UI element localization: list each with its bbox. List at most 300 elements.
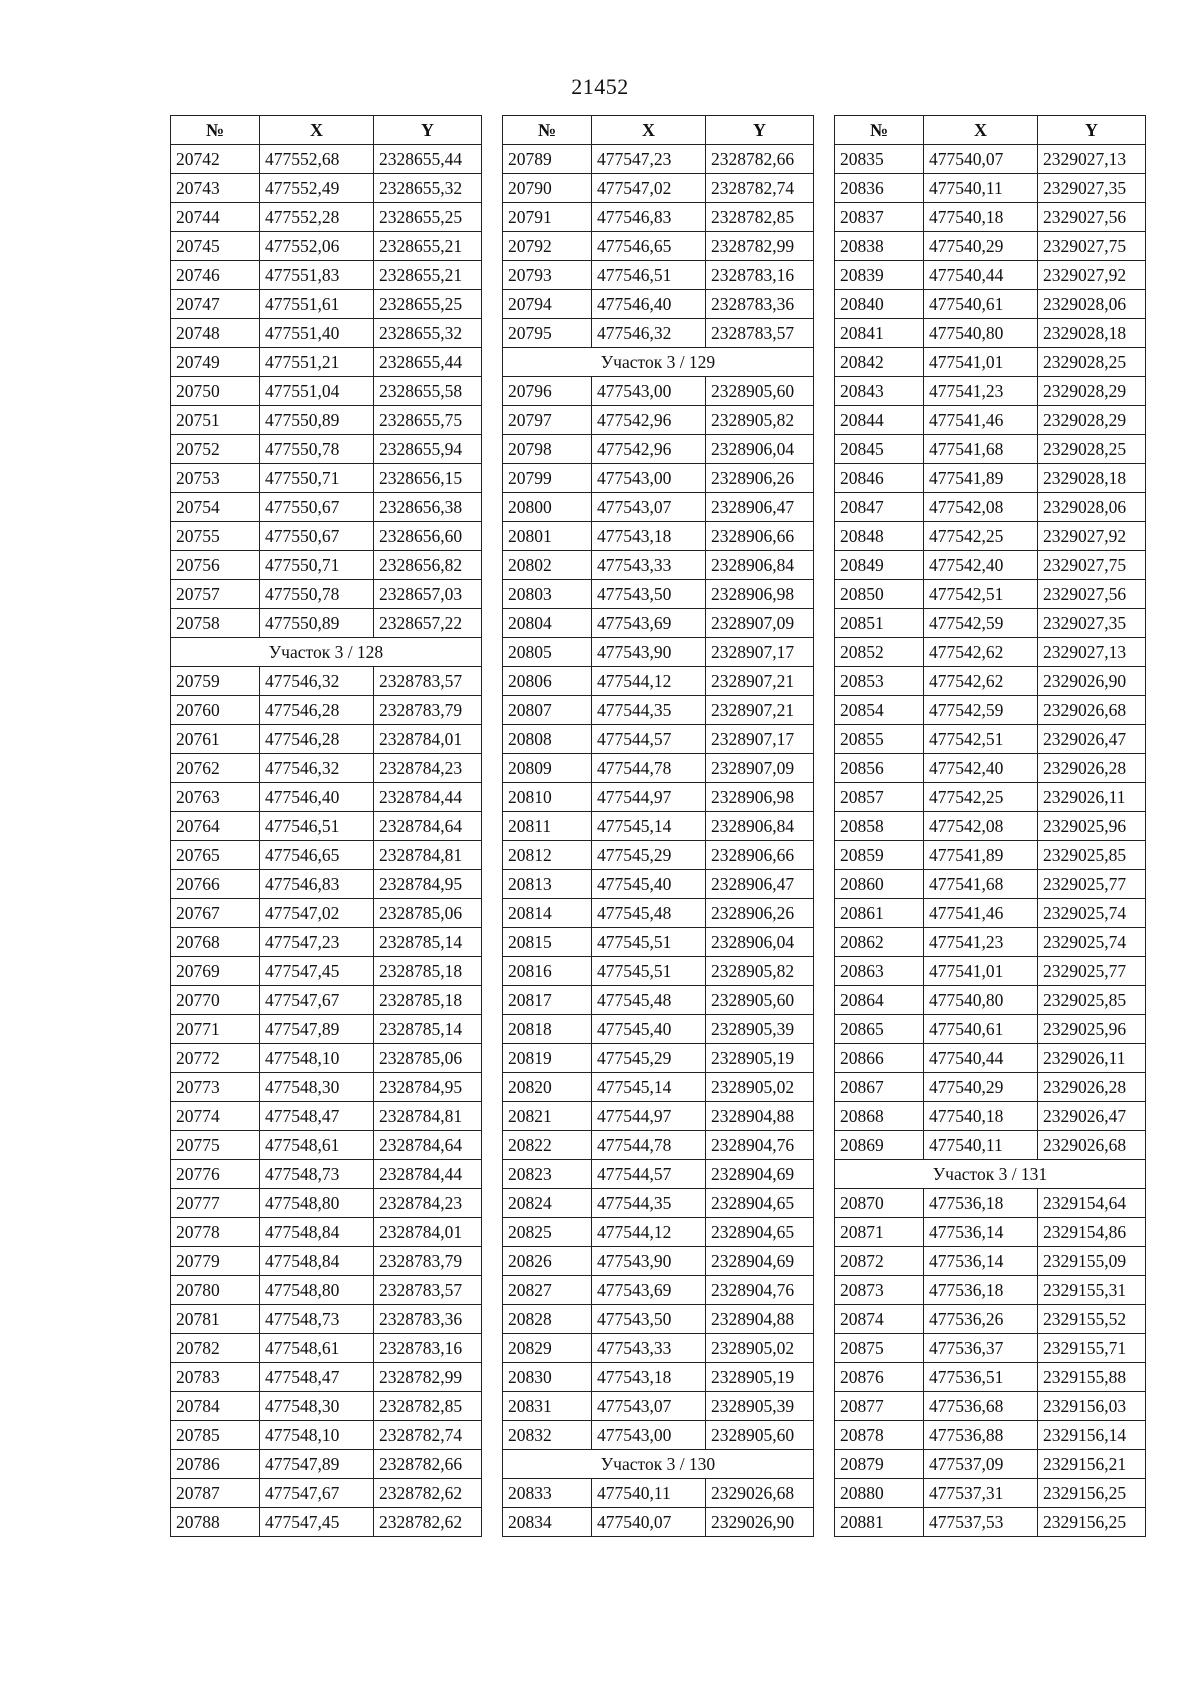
cell-number: 20833 bbox=[503, 1479, 592, 1508]
table-row bbox=[503, 1044, 814, 1073]
cell-number: 20743 bbox=[171, 174, 260, 203]
cell-x: 477552,68 bbox=[260, 145, 374, 174]
table-row bbox=[835, 1508, 1146, 1537]
cell-y: 2328907,17 bbox=[706, 725, 814, 754]
table-row bbox=[171, 290, 482, 319]
cell-number: 20864 bbox=[835, 986, 924, 1015]
table-row bbox=[171, 870, 482, 899]
cell-x: 477542,62 bbox=[924, 667, 1038, 696]
cell-x: 477544,78 bbox=[592, 754, 706, 783]
cell-y: 2328783,16 bbox=[374, 1334, 482, 1363]
cell-x: 477548,73 bbox=[260, 1160, 374, 1189]
cell-y: 2328904,69 bbox=[706, 1247, 814, 1276]
cell-number: 20763 bbox=[171, 783, 260, 812]
cell-x: 477541,01 bbox=[924, 348, 1038, 377]
cell-x: 477540,80 bbox=[924, 319, 1038, 348]
cell-y: 2328906,66 bbox=[706, 522, 814, 551]
cell-number: 20837 bbox=[835, 203, 924, 232]
table-row bbox=[171, 174, 482, 203]
cell-number: 20803 bbox=[503, 580, 592, 609]
cell-y: 2328784,95 bbox=[374, 870, 482, 899]
cell-y: 2328782,74 bbox=[374, 1421, 482, 1450]
cell-x: 477541,46 bbox=[924, 406, 1038, 435]
table-body bbox=[171, 145, 482, 1537]
cell-x: 477545,48 bbox=[592, 899, 706, 928]
header-x: X bbox=[924, 116, 1038, 145]
cell-x: 477546,32 bbox=[592, 319, 706, 348]
cell-x: 477552,28 bbox=[260, 203, 374, 232]
cell-y: 2329155,09 bbox=[1038, 1247, 1146, 1276]
table-row bbox=[171, 1479, 482, 1508]
cell-number: 20772 bbox=[171, 1044, 260, 1073]
cell-x: 477540,29 bbox=[924, 1073, 1038, 1102]
table-row bbox=[171, 1131, 482, 1160]
cell-number: 20794 bbox=[503, 290, 592, 319]
cell-y: 2328784,44 bbox=[374, 783, 482, 812]
cell-number: 20774 bbox=[171, 1102, 260, 1131]
cell-x: 477541,01 bbox=[924, 957, 1038, 986]
table-row bbox=[503, 812, 814, 841]
cell-number: 20809 bbox=[503, 754, 592, 783]
cell-y: 2328906,66 bbox=[706, 841, 814, 870]
cell-x: 477536,14 bbox=[924, 1218, 1038, 1247]
cell-y: 2328782,62 bbox=[374, 1508, 482, 1537]
cell-x: 477542,40 bbox=[924, 754, 1038, 783]
cell-y: 2328655,44 bbox=[374, 145, 482, 174]
cell-x: 477537,31 bbox=[924, 1479, 1038, 1508]
cell-y: 2328905,82 bbox=[706, 957, 814, 986]
table-row bbox=[503, 1276, 814, 1305]
cell-number: 20778 bbox=[171, 1218, 260, 1247]
cell-x: 477543,33 bbox=[592, 1334, 706, 1363]
cell-x: 477542,40 bbox=[924, 551, 1038, 580]
table-row bbox=[835, 1218, 1146, 1247]
cell-y: 2329027,35 bbox=[1038, 609, 1146, 638]
cell-x: 477548,61 bbox=[260, 1131, 374, 1160]
cell-y: 2328783,57 bbox=[706, 319, 814, 348]
cell-number: 20849 bbox=[835, 551, 924, 580]
table-row bbox=[835, 1131, 1146, 1160]
cell-x: 477540,11 bbox=[924, 1131, 1038, 1160]
cell-x: 477543,00 bbox=[592, 464, 706, 493]
cell-number: 20782 bbox=[171, 1334, 260, 1363]
cell-x: 477545,14 bbox=[592, 812, 706, 841]
table-row bbox=[171, 551, 482, 580]
cell-x: 477545,14 bbox=[592, 1073, 706, 1102]
table-row bbox=[835, 841, 1146, 870]
cell-x: 477548,47 bbox=[260, 1102, 374, 1131]
cell-y: 2328656,15 bbox=[374, 464, 482, 493]
cell-x: 477547,89 bbox=[260, 1450, 374, 1479]
cell-y: 2328906,26 bbox=[706, 899, 814, 928]
cell-number: 20855 bbox=[835, 725, 924, 754]
cell-number: 20799 bbox=[503, 464, 592, 493]
table-row bbox=[503, 464, 814, 493]
cell-y: 2329028,06 bbox=[1038, 290, 1146, 319]
cell-y: 2328904,65 bbox=[706, 1218, 814, 1247]
table-row bbox=[835, 667, 1146, 696]
cell-y: 2328905,02 bbox=[706, 1334, 814, 1363]
cell-x: 477540,07 bbox=[592, 1508, 706, 1537]
cell-number: 20770 bbox=[171, 986, 260, 1015]
table-row bbox=[835, 1421, 1146, 1450]
cell-y: 2328657,03 bbox=[374, 580, 482, 609]
table-row bbox=[835, 551, 1146, 580]
cell-x: 477536,51 bbox=[924, 1363, 1038, 1392]
cell-number: 20863 bbox=[835, 957, 924, 986]
cell-y: 2328783,36 bbox=[706, 290, 814, 319]
cell-x: 477541,46 bbox=[924, 899, 1038, 928]
cell-x: 477547,02 bbox=[260, 899, 374, 928]
cell-y: 2329028,06 bbox=[1038, 493, 1146, 522]
table-row bbox=[171, 464, 482, 493]
table-row bbox=[835, 1073, 1146, 1102]
table-row bbox=[835, 1102, 1146, 1131]
cell-number: 20797 bbox=[503, 406, 592, 435]
cell-x: 477542,62 bbox=[924, 638, 1038, 667]
table-row bbox=[835, 1479, 1146, 1508]
cell-y: 2329027,92 bbox=[1038, 261, 1146, 290]
table-row bbox=[171, 841, 482, 870]
cell-y: 2329025,74 bbox=[1038, 899, 1146, 928]
cell-y: 2328906,04 bbox=[706, 928, 814, 957]
table-row bbox=[171, 725, 482, 754]
table-row bbox=[171, 319, 482, 348]
cell-x: 477543,00 bbox=[592, 1421, 706, 1450]
cell-number: 20806 bbox=[503, 667, 592, 696]
table-row bbox=[171, 377, 482, 406]
cell-x: 477542,25 bbox=[924, 522, 1038, 551]
cell-y: 2328782,66 bbox=[706, 145, 814, 174]
table-row bbox=[503, 1479, 814, 1508]
cell-x: 477541,89 bbox=[924, 841, 1038, 870]
cell-y: 2328907,09 bbox=[706, 609, 814, 638]
table-row bbox=[171, 1189, 482, 1218]
cell-y: 2328905,82 bbox=[706, 406, 814, 435]
cell-y: 2328657,22 bbox=[374, 609, 482, 638]
cell-x: 477551,04 bbox=[260, 377, 374, 406]
cell-x: 477536,37 bbox=[924, 1334, 1038, 1363]
cell-number: 20832 bbox=[503, 1421, 592, 1450]
cell-number: 20766 bbox=[171, 870, 260, 899]
cell-number: 20748 bbox=[171, 319, 260, 348]
table-row bbox=[503, 957, 814, 986]
table-row bbox=[503, 1073, 814, 1102]
header-y: Y bbox=[1038, 116, 1146, 145]
cell-number: 20780 bbox=[171, 1276, 260, 1305]
cell-number: 20852 bbox=[835, 638, 924, 667]
table-row bbox=[835, 725, 1146, 754]
cell-number: 20844 bbox=[835, 406, 924, 435]
cell-y: 2328904,65 bbox=[706, 1189, 814, 1218]
cell-number: 20835 bbox=[835, 145, 924, 174]
cell-number: 20873 bbox=[835, 1276, 924, 1305]
cell-number: 20795 bbox=[503, 319, 592, 348]
table-row bbox=[503, 1421, 814, 1450]
cell-y: 2328782,74 bbox=[706, 174, 814, 203]
cell-y: 2328906,98 bbox=[706, 783, 814, 812]
cell-y: 2328784,23 bbox=[374, 1189, 482, 1218]
table-row bbox=[503, 1131, 814, 1160]
table-row bbox=[171, 667, 482, 696]
table-row bbox=[835, 928, 1146, 957]
table-row bbox=[503, 1189, 814, 1218]
cell-number: 20845 bbox=[835, 435, 924, 464]
cell-number: 20755 bbox=[171, 522, 260, 551]
cell-x: 477543,69 bbox=[592, 1276, 706, 1305]
table-row bbox=[171, 1450, 482, 1479]
cell-number: 20861 bbox=[835, 899, 924, 928]
section-row bbox=[171, 638, 482, 667]
table-row bbox=[835, 464, 1146, 493]
cell-number: 20857 bbox=[835, 783, 924, 812]
table-row bbox=[835, 580, 1146, 609]
cell-number: 20745 bbox=[171, 232, 260, 261]
cell-y: 2329156,03 bbox=[1038, 1392, 1146, 1421]
cell-y: 2328783,79 bbox=[374, 696, 482, 725]
cell-y: 2329028,18 bbox=[1038, 319, 1146, 348]
cell-number: 20854 bbox=[835, 696, 924, 725]
cell-y: 2329028,25 bbox=[1038, 435, 1146, 464]
cell-y: 2329025,74 bbox=[1038, 928, 1146, 957]
cell-x: 477544,78 bbox=[592, 1131, 706, 1160]
cell-y: 2329028,29 bbox=[1038, 406, 1146, 435]
cell-number: 20819 bbox=[503, 1044, 592, 1073]
cell-number: 20841 bbox=[835, 319, 924, 348]
cell-y: 2328904,69 bbox=[706, 1160, 814, 1189]
table-row bbox=[835, 1189, 1146, 1218]
cell-y: 2329154,64 bbox=[1038, 1189, 1146, 1218]
cell-y: 2328783,57 bbox=[374, 667, 482, 696]
cell-y: 2329026,90 bbox=[706, 1508, 814, 1537]
cell-y: 2329025,77 bbox=[1038, 957, 1146, 986]
cell-number: 20826 bbox=[503, 1247, 592, 1276]
section-label: Участок 3 / 128 bbox=[171, 638, 482, 667]
table-row bbox=[503, 377, 814, 406]
cell-x: 477544,97 bbox=[592, 783, 706, 812]
cell-y: 2329025,77 bbox=[1038, 870, 1146, 899]
cell-x: 477540,07 bbox=[924, 145, 1038, 174]
cell-number: 20868 bbox=[835, 1102, 924, 1131]
cell-x: 477542,08 bbox=[924, 493, 1038, 522]
cell-y: 2328905,60 bbox=[706, 377, 814, 406]
table-row bbox=[835, 754, 1146, 783]
cell-number: 20813 bbox=[503, 870, 592, 899]
cell-x: 477544,12 bbox=[592, 1218, 706, 1247]
cell-y: 2329026,90 bbox=[1038, 667, 1146, 696]
cell-y: 2328656,82 bbox=[374, 551, 482, 580]
cell-y: 2328783,79 bbox=[374, 1247, 482, 1276]
cell-number: 20872 bbox=[835, 1247, 924, 1276]
cell-number: 20756 bbox=[171, 551, 260, 580]
page-number: 21452 bbox=[571, 74, 629, 99]
cell-number: 20821 bbox=[503, 1102, 592, 1131]
cell-y: 2329156,21 bbox=[1038, 1450, 1146, 1479]
cell-x: 477552,06 bbox=[260, 232, 374, 261]
table-row bbox=[503, 754, 814, 783]
cell-x: 477543,90 bbox=[592, 1247, 706, 1276]
cell-x: 477550,71 bbox=[260, 551, 374, 580]
cell-y: 2329026,68 bbox=[1038, 696, 1146, 725]
cell-x: 477545,29 bbox=[592, 1044, 706, 1073]
table-row bbox=[171, 261, 482, 290]
cell-x: 477550,67 bbox=[260, 493, 374, 522]
table-row bbox=[171, 145, 482, 174]
cell-y: 2328906,47 bbox=[706, 870, 814, 899]
cell-x: 477540,11 bbox=[924, 174, 1038, 203]
cell-x: 477548,80 bbox=[260, 1189, 374, 1218]
cell-y: 2329026,11 bbox=[1038, 783, 1146, 812]
cell-x: 477545,40 bbox=[592, 870, 706, 899]
table-row bbox=[835, 638, 1146, 667]
cell-x: 477542,59 bbox=[924, 696, 1038, 725]
table-row bbox=[835, 870, 1146, 899]
cell-y: 2328906,04 bbox=[706, 435, 814, 464]
cell-x: 477537,09 bbox=[924, 1450, 1038, 1479]
table-row bbox=[503, 1392, 814, 1421]
table-header-row bbox=[835, 116, 1146, 145]
table-row bbox=[503, 319, 814, 348]
cell-y: 2328904,76 bbox=[706, 1276, 814, 1305]
table-row bbox=[835, 348, 1146, 377]
cell-y: 2329028,18 bbox=[1038, 464, 1146, 493]
table-row bbox=[835, 203, 1146, 232]
cell-y: 2328782,85 bbox=[374, 1392, 482, 1421]
table-row bbox=[171, 899, 482, 928]
cell-number: 20789 bbox=[503, 145, 592, 174]
cell-y: 2328905,60 bbox=[706, 986, 814, 1015]
table-row bbox=[503, 1160, 814, 1189]
cell-x: 477547,45 bbox=[260, 957, 374, 986]
cell-number: 20862 bbox=[835, 928, 924, 957]
cell-y: 2328655,58 bbox=[374, 377, 482, 406]
cell-number: 20816 bbox=[503, 957, 592, 986]
cell-x: 477546,40 bbox=[260, 783, 374, 812]
cell-y: 2328782,62 bbox=[374, 1479, 482, 1508]
cell-y: 2329027,35 bbox=[1038, 174, 1146, 203]
cell-x: 477551,40 bbox=[260, 319, 374, 348]
cell-x: 477544,12 bbox=[592, 667, 706, 696]
cell-number: 20810 bbox=[503, 783, 592, 812]
cell-x: 477548,10 bbox=[260, 1421, 374, 1450]
table-row bbox=[503, 928, 814, 957]
cell-x: 477548,80 bbox=[260, 1276, 374, 1305]
cell-y: 2329027,92 bbox=[1038, 522, 1146, 551]
cell-number: 20812 bbox=[503, 841, 592, 870]
cell-number: 20758 bbox=[171, 609, 260, 638]
table-row bbox=[503, 1218, 814, 1247]
cell-x: 477543,33 bbox=[592, 551, 706, 580]
table-header-row bbox=[171, 116, 482, 145]
table-row bbox=[503, 1508, 814, 1537]
table-row bbox=[503, 522, 814, 551]
cell-x: 477537,53 bbox=[924, 1508, 1038, 1537]
table-body bbox=[835, 145, 1146, 1537]
cell-x: 477545,48 bbox=[592, 986, 706, 1015]
cell-number: 20805 bbox=[503, 638, 592, 667]
cell-number: 20834 bbox=[503, 1508, 592, 1537]
cell-number: 20850 bbox=[835, 580, 924, 609]
cell-y: 2328784,01 bbox=[374, 1218, 482, 1247]
cell-number: 20828 bbox=[503, 1305, 592, 1334]
table-row bbox=[503, 1247, 814, 1276]
cell-number: 20847 bbox=[835, 493, 924, 522]
cell-number: 20856 bbox=[835, 754, 924, 783]
cell-y: 2328784,23 bbox=[374, 754, 482, 783]
cell-number: 20881 bbox=[835, 1508, 924, 1537]
table-row bbox=[503, 841, 814, 870]
table-row bbox=[835, 406, 1146, 435]
cell-number: 20787 bbox=[171, 1479, 260, 1508]
table-row bbox=[503, 493, 814, 522]
cell-x: 477546,83 bbox=[592, 203, 706, 232]
table-row bbox=[835, 609, 1146, 638]
cell-number: 20777 bbox=[171, 1189, 260, 1218]
cell-x: 477550,89 bbox=[260, 609, 374, 638]
cell-y: 2329026,68 bbox=[706, 1479, 814, 1508]
cell-number: 20817 bbox=[503, 986, 592, 1015]
table-row bbox=[835, 1363, 1146, 1392]
cell-number: 20742 bbox=[171, 145, 260, 174]
cell-y: 2328655,44 bbox=[374, 348, 482, 377]
cell-x: 477544,35 bbox=[592, 696, 706, 725]
table-row bbox=[835, 174, 1146, 203]
cell-x: 477536,18 bbox=[924, 1189, 1038, 1218]
cell-number: 20784 bbox=[171, 1392, 260, 1421]
cell-number: 20824 bbox=[503, 1189, 592, 1218]
cell-x: 477546,65 bbox=[592, 232, 706, 261]
cell-x: 477548,10 bbox=[260, 1044, 374, 1073]
cell-number: 20790 bbox=[503, 174, 592, 203]
cell-x: 477550,71 bbox=[260, 464, 374, 493]
cell-x: 477544,35 bbox=[592, 1189, 706, 1218]
cell-y: 2328656,38 bbox=[374, 493, 482, 522]
cell-x: 477546,51 bbox=[592, 261, 706, 290]
cell-y: 2329026,28 bbox=[1038, 1073, 1146, 1102]
cell-y: 2328905,02 bbox=[706, 1073, 814, 1102]
cell-number: 20751 bbox=[171, 406, 260, 435]
cell-y: 2329156,25 bbox=[1038, 1508, 1146, 1537]
cell-number: 20764 bbox=[171, 812, 260, 841]
table-row bbox=[171, 1363, 482, 1392]
cell-x: 477547,67 bbox=[260, 986, 374, 1015]
cell-x: 477536,88 bbox=[924, 1421, 1038, 1450]
cell-y: 2329156,14 bbox=[1038, 1421, 1146, 1450]
cell-y: 2329026,68 bbox=[1038, 1131, 1146, 1160]
cell-x: 477541,89 bbox=[924, 464, 1038, 493]
cell-number: 20839 bbox=[835, 261, 924, 290]
table-row bbox=[835, 145, 1146, 174]
table-row bbox=[503, 696, 814, 725]
cell-x: 477543,07 bbox=[592, 493, 706, 522]
cell-x: 477547,02 bbox=[592, 174, 706, 203]
cell-number: 20859 bbox=[835, 841, 924, 870]
table-row bbox=[835, 986, 1146, 1015]
table-body bbox=[503, 145, 814, 1537]
table-row bbox=[171, 1334, 482, 1363]
cell-x: 477546,83 bbox=[260, 870, 374, 899]
table-row bbox=[503, 145, 814, 174]
cell-y: 2328905,39 bbox=[706, 1392, 814, 1421]
cell-x: 477540,61 bbox=[924, 1015, 1038, 1044]
cell-x: 477547,67 bbox=[260, 1479, 374, 1508]
cell-number: 20851 bbox=[835, 609, 924, 638]
table-row bbox=[171, 1160, 482, 1189]
cell-x: 477544,97 bbox=[592, 1102, 706, 1131]
table-row bbox=[835, 1044, 1146, 1073]
cell-number: 20811 bbox=[503, 812, 592, 841]
table-row bbox=[503, 203, 814, 232]
